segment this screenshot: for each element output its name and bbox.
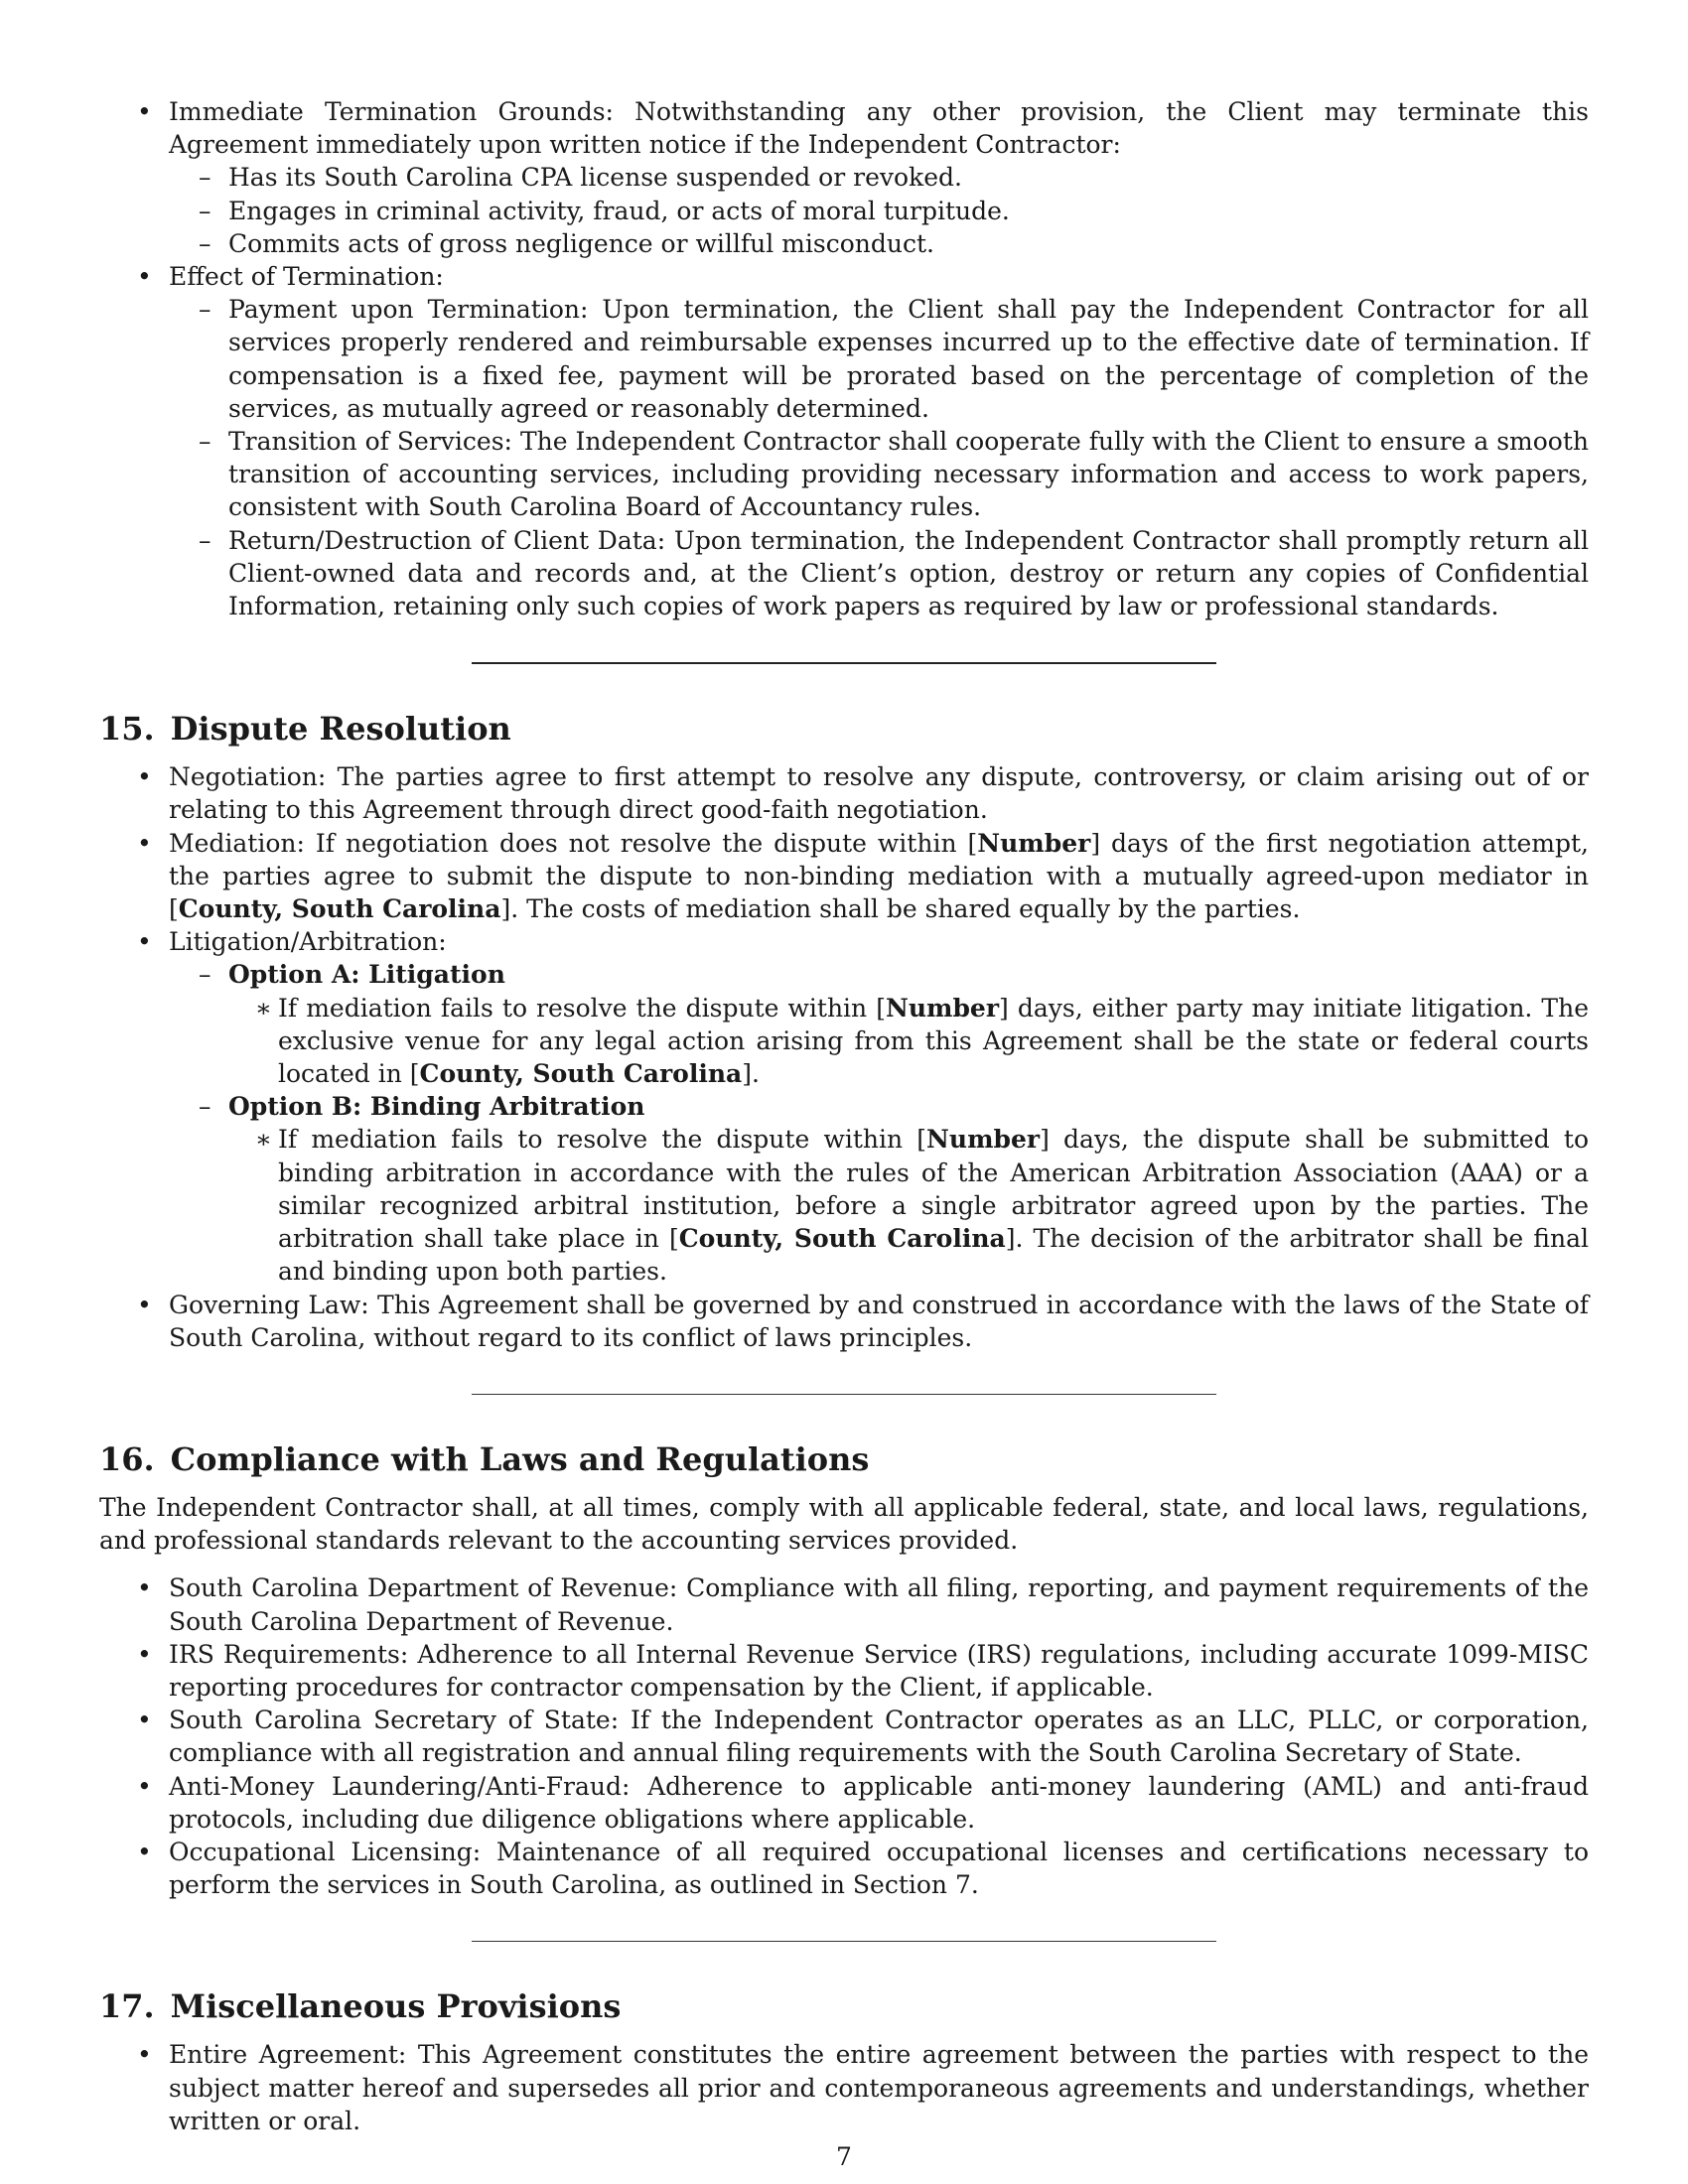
star-marker: ∗ [255,993,272,1023]
termination-list [99,95,1589,622]
list-item [169,958,1589,1090]
dash-marker: – [199,163,211,193]
mediation-text: Mediation: If negotiation does not resolve the dispute within [Number] days of the first negotiation attempt, the parties agree to submit the dispute to non-binding mediation with a mutually agreed-upon mediator in [County, South Carolina]. The costs of mediation shall be shared equally by the parties. [169,828,1589,924]
section-heading-16: 16. Compliance with Laws and Regulations [99,1439,870,1478]
compliance-list [99,1571,1589,1901]
options-list [169,958,1589,1288]
page-number: 7 [836,2142,852,2171]
bullet-marker: • [137,927,152,957]
section-heading-15: 15. Dispute Resolution [99,710,511,749]
star-marker: ∗ [255,1125,272,1155]
bullet-marker: • [137,1573,152,1603]
list-item [169,1090,1589,1288]
compliance-intro: The Independent Contractor shall, at all times, comply with all applicable federal, state, and local laws, regulations, and professional standards relevant to the accounting services provided. [99,1492,1589,1556]
bullet-marker: • [137,828,152,858]
dash-marker: – [199,960,211,990]
list-item: • Entire Agreement: This Agreement constitutes the entire agreement between the parties with respect to the subject matter hereof and supersedes all prior and contemporaneous agreements and understandings, whether written or oral. [137,2040,1589,2135]
immediate-termination-text: Immediate Termination Grounds: Notwithstanding any other provision, the Client may terminate this Agreement immediately upon written notice if the Independent Contractor: [169,97,1589,160]
dash-marker: – [199,525,211,555]
immediate-grounds-list [169,161,1589,260]
list-item [228,1123,1589,1288]
list-item [99,925,1589,1288]
dash-marker: – [199,295,211,325]
list-item: – Transition of Services: The Independent Contractor shall cooperate fully with the Client to ensure a smooth transition of accounting services, including providing necessary information and access to work papers, consistent with South Carolina Board of Accountancy rules. [199,427,1589,522]
list-item: • South Carolina Department of Revenue: Compliance with all filing, reporting, and payment requirements of the South Carolina Department of Revenue. [137,1573,1589,1636]
dash-marker: – [199,427,211,457]
option-b-title: Option B: Binding Arbitration [228,1092,645,1122]
list-item: – Return/Destruction of Client Data: Upon termination, the Independent Contractor shall promptly return all Client-owned data and records and, at the Client’s option, destroy or return any copies of Confidential Information, retaining only such copies of work papers as required by law or professional standards. [199,525,1589,621]
list-item: • South Carolina Secretary of State: If the Independent Contractor operates as an LLC, PLLC, or corporation, compliance with all registration and annual filing requirements with the South Carolina Secretary of State. [137,1706,1589,1768]
list-item: • Occupational Licensing: Maintenance of all required occupational licenses and certifications necessary to perform the services in South Carolina, as outlined in Section 7. [137,1837,1589,1900]
bullet-marker: • [137,1837,152,1866]
list-item [99,95,1589,260]
list-item: • IRS Requirements: Adherence to all Internal Revenue Service (IRS) regulations, including accurate 1099-MISC reporting procedures for contractor compensation by the Client, if applicable. [137,1639,1589,1702]
bullet-marker: • [137,1771,152,1801]
governing-law-text: Governing Law: This Agreement shall be governed by and construed in accordance with the laws of the State of South Carolina, without regard to its conflict of laws principles. [169,1290,1589,1352]
list-item: – Engages in criminal activity, fraud, or acts of moral turpitude. [169,195,1589,227]
bullet-marker: • [137,262,152,292]
effect-of-termination-label: Effect of Termination: [169,262,444,292]
dash-marker: – [199,228,211,258]
list-item [99,827,1589,926]
option-a-text: If mediation fails to resolve the dispute within [Number] days, either party may initiate litigation. The exclusive venue for any legal action arising from this Agreement shall be the state or federal courts located in [County, South Carolina]. [278,993,1590,1089]
list-item [99,1289,1589,1354]
bullet-marker: • [137,762,152,792]
list-item [99,260,1589,622]
bullet-marker: • [137,97,152,126]
list-item: – Has its South Carolina CPA license suspended or revoked. [169,161,1589,194]
list-item: – Payment upon Termination: Upon termination, the Client shall pay the Independent Contractor for all services properly rendered and reimbursable expenses incurred up to the effective date of termination. If compensation is a fixed fee, payment will be prorated based on the percentage of completion of the services, as mutually agreed or reasonably determined. [199,295,1589,423]
list-item [99,760,1589,826]
negotiation-text: Negotiation: The parties agree to first attempt to resolve any dispute, controversy, or claim arising out of or relating to this Agreement through direct good-faith negotiation. [169,762,1589,825]
option-a-title: Option A: Litigation [228,960,505,990]
list-item: • Anti-Money Laundering/Anti-Fraud: Adherence to applicable anti-money laundering (AML) and anti-fraud protocols, including due diligence obligations where applicable. [137,1771,1589,1834]
miscellaneous-list [99,2038,1589,2137]
bullet-marker: • [137,1706,152,1735]
list-item: – Commits acts of gross negligence or willful misconduct. [169,227,1589,260]
bullet-marker: • [137,1639,152,1669]
dash-marker: – [199,196,211,225]
section-heading-17: 17. Miscellaneous Provisions [99,1987,622,2026]
dispute-resolution-list [99,760,1589,1354]
bullet-marker: • [137,2040,152,2070]
dash-marker: – [199,1092,211,1122]
document-page [99,95,1589,2137]
bullet-marker: • [137,1290,152,1319]
option-b-text: If mediation fails to resolve the dispute within [Number] days, the dispute shall be submitted to binding arbitration in accordance with the rules of the American Arbitration Association (AAA) or a similar recognized arbitral institution, before a single arbitrator agreed upon by the parties. The arbitration shall take place in [County, South Carolina]. The decision of the arbitrator shall be final and binding upon both parties. [278,1125,1590,1287]
litigation-label: Litigation/Arbitration: [169,927,447,957]
effect-list [169,293,1589,622]
list-item [228,992,1589,1091]
